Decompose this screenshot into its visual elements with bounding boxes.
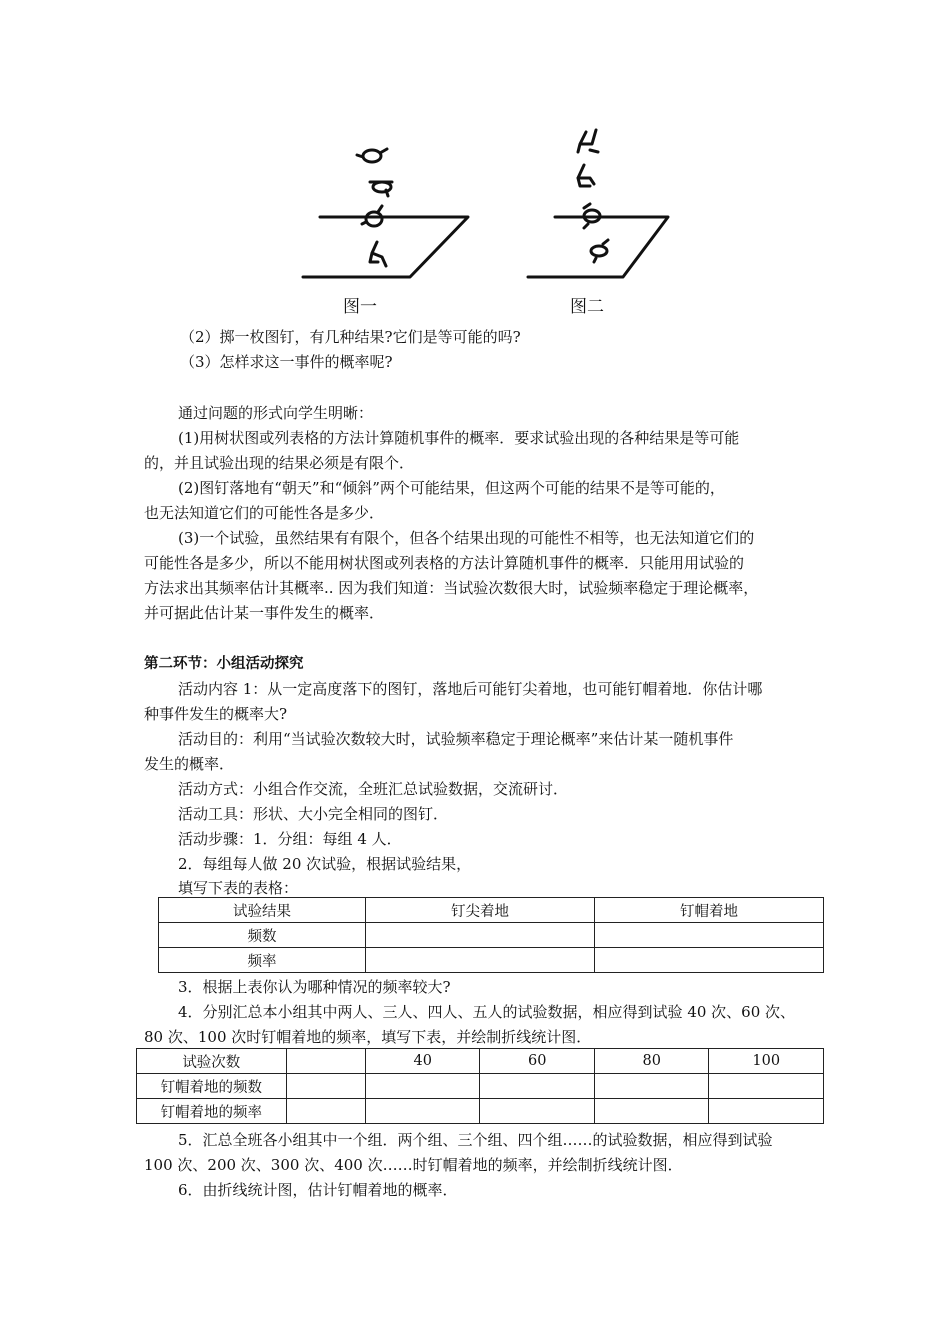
- table-header-cell: 钉尖着地: [366, 898, 595, 923]
- tack-2d: [591, 240, 608, 262]
- frequency-table: [136, 1048, 824, 1124]
- table-cell: [365, 1099, 480, 1124]
- step-5-line-2: 100 次、200 次、300 次、400 次……时钉帽着地的频率，并绘制折线统计图．: [144, 1156, 683, 1174]
- activity-method: 活动方式：小组合作交流，全班汇总试验数据，交流研讨．: [178, 780, 569, 798]
- activity-tools: 活动工具：形状、大小完全相同的图钉．: [178, 805, 449, 823]
- table-cell: [286, 1074, 365, 1099]
- section-heading: 第二环节：小组活动探究: [144, 656, 304, 672]
- point-3-line-2: 可能性各是多少，所以不能用树状图或列表格的方法计算随机事件的概率．只能用用试验的: [144, 554, 745, 572]
- point-2-line-2: 也无法知道它们的可能性各是多少．: [144, 504, 385, 522]
- step-3: 3．根据上表你认为哪种情况的频率较大?: [178, 978, 451, 996]
- figure-label-2: 图二: [570, 297, 604, 317]
- step-4-line-2: 80 次、100 次时钉帽着地的频率，填写下表，并绘制折线统计图．: [144, 1028, 592, 1046]
- step-4-line-1: 4．分别汇总本小组其中两人、三人、四人、五人的试验数据，相应得到试验 40 次、60 次、: [178, 1003, 796, 1021]
- table-row: [137, 1074, 824, 1099]
- table-header-cell: 60: [480, 1049, 595, 1074]
- table-cell: [594, 1099, 709, 1124]
- table-cell: [595, 923, 824, 948]
- table-header-cell: [286, 1049, 365, 1074]
- step-2: 2．每组每人做 20 次试验，根据试验结果，: [178, 855, 472, 873]
- intro-line: 通过问题的形式向学生明晰：: [178, 404, 374, 422]
- point-1-line-1: (1)用树状图或列表格的方法计算随机事件的概率．要求试验出现的各种结果是等可能: [178, 429, 740, 447]
- thumbtack-drawings: [290, 120, 690, 320]
- figure-label-1: 图一: [343, 297, 377, 317]
- table-row: [159, 948, 824, 973]
- table-row: [159, 898, 824, 923]
- table-cell: [480, 1074, 595, 1099]
- point-3-line-1: (3)一个试验，虽然结果有有限个，但各个结果出现的可能性不相等，也无法知道它们的: [178, 529, 755, 547]
- question-3: （3）怎样求这一事件的概率呢?: [180, 353, 393, 371]
- table-cell: [365, 1074, 480, 1099]
- tack-1a: [357, 149, 387, 162]
- activity-steps: 活动步骤：1．分组：每组 4 人．: [178, 830, 402, 848]
- table-cell: [286, 1099, 365, 1124]
- table-header-cell: 钉帽着地: [595, 898, 824, 923]
- table-cell: 频数: [159, 923, 366, 948]
- table-header-cell: 80: [594, 1049, 709, 1074]
- table-row: [137, 1099, 824, 1124]
- activity-content-line-2: 种事件发生的概率大?: [144, 705, 288, 723]
- point-1-line-2: 的，并且试验出现的结果必须是有限个．: [144, 454, 415, 472]
- table-cell: 钉帽着地的频率: [137, 1099, 287, 1124]
- plane-left: [303, 217, 468, 277]
- tack-2a: [578, 130, 598, 152]
- table-cell: 钉帽着地的频数: [137, 1074, 287, 1099]
- thumbtack-figure: [290, 120, 690, 320]
- activity-content-line-1: 活动内容 1：从一定高度落下的图钉，落地后可能钉尖着地，也可能钉帽着地．你估计哪: [178, 680, 763, 698]
- tack-1d: [370, 242, 386, 266]
- table-header-cell: 40: [365, 1049, 480, 1074]
- table-header-cell: 试验次数: [137, 1049, 287, 1074]
- step-6: 6．由折线统计图，估计钉帽着地的概率．: [178, 1181, 458, 1199]
- table-cell: [594, 1074, 709, 1099]
- table-cell: [709, 1074, 824, 1099]
- table-cell: [366, 948, 595, 973]
- table-cell: [366, 923, 595, 948]
- point-3-line-3: 方法求出其频率估计其概率.. 因为我们知道：当试验次数很大时，试验频率稳定于理论概率，: [144, 579, 759, 597]
- table-cell: [480, 1099, 595, 1124]
- tack-2b: [578, 165, 594, 186]
- activity-goal-line-2: 发生的概率．: [144, 755, 235, 773]
- table-header-cell: 100: [709, 1049, 824, 1074]
- result-table: [158, 897, 824, 973]
- table-cell: 频率: [159, 948, 366, 973]
- activity-goal-line-1: 活动目的：利用“当试验次数较大时，试验频率稳定于理论概率”来估计某一随机事件: [178, 730, 734, 748]
- table-row: [137, 1049, 824, 1074]
- table-cell: [595, 948, 824, 973]
- table-cell: [709, 1099, 824, 1124]
- question-2: （2）掷一枚图钉，有几种结果?它们是等可能的吗?: [180, 328, 521, 346]
- step-5-line-1: 5．汇总全班各小组其中一个组．两个组、三个组、四个组……的试验数据，相应得到试验: [178, 1131, 773, 1149]
- table-header-cell: 试验结果: [159, 898, 366, 923]
- table-row: [159, 923, 824, 948]
- step-2-fill: 填写下表的表格：: [178, 879, 299, 897]
- point-3-line-4: 并可据此估计某一事件发生的概率．: [144, 604, 385, 622]
- point-2-line-1: (2)图钉落地有“朝天”和“倾斜”两个可能结果，但这两个可能的结果不是等可能的，: [178, 479, 725, 497]
- tack-1b: [370, 182, 392, 196]
